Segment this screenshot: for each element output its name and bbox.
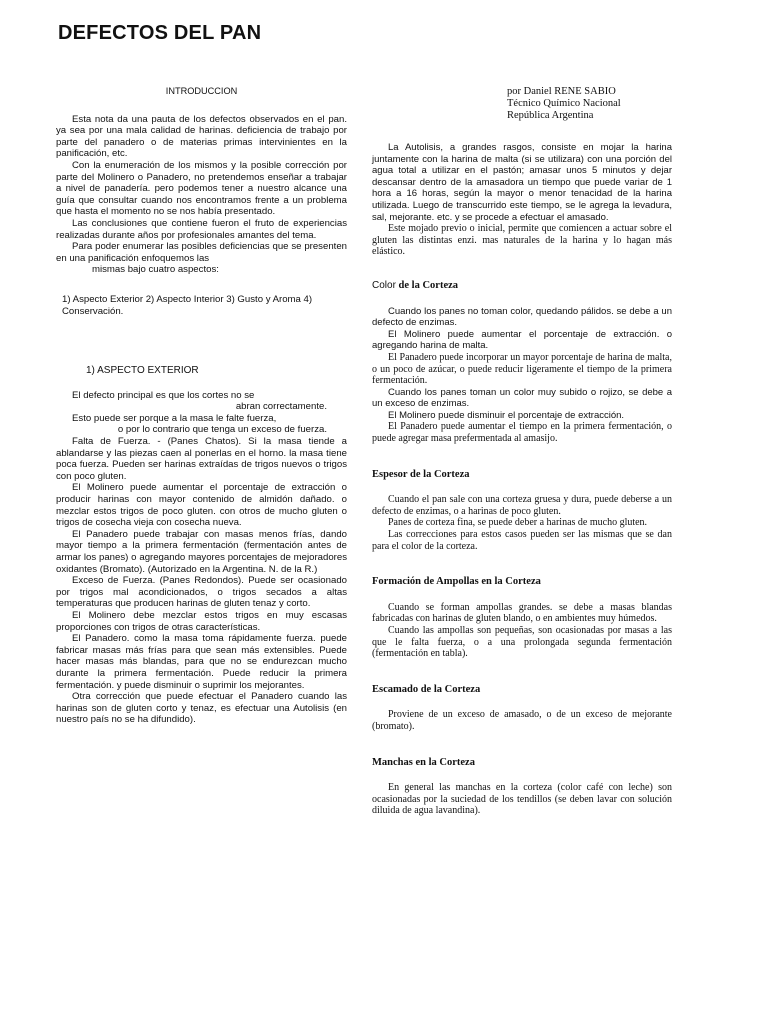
body-paragraph: El Molinero puede aumentar el porcentaje de extracción o producir harinas con mayor contenido de almidón dañado. o mezclar estos trigos de poco gluten. con otros de mucho gluten o trigos de cosecha vieja con cosecha nueva. — [56, 482, 347, 529]
body-paragraph: El Panadero. como la masa toma rápidamente fuerza. puede fabricar masas más frías para que sean más extensibles. Puede hacer masas más blandas, para que no se endurezcan mucho durante la primera fermentación. Puede reducir la primera fermentación. y puede disminuir o suprimir los mejorantes. — [56, 633, 347, 691]
body-paragraph: Cuando las ampollas son pequeñas, son ocasionadas por masas a las que le falta fuerza, o a una prolongada segunda fermentación (fermentación en tabla). — [372, 625, 672, 660]
author-block — [507, 86, 621, 122]
intro-paragraph: mismas bajo cuatro aspectos: — [92, 264, 219, 276]
right-column — [372, 142, 672, 817]
body-paragraph: El Molinero puede aumentar el porcentaje de extracción. o agregando harina de malta. — [372, 328, 672, 352]
heading-color-word: Color — [372, 279, 396, 291]
section-heading-espesor: Espesor de la Corteza — [372, 468, 470, 480]
section-heading-manchas: Manchas en la Corteza — [372, 756, 475, 768]
body-paragraph: Cuando los panes no toman color, quedando pálidos. se debe a un defecto de enzimas. — [372, 305, 672, 329]
intro-paragraph: Para poder enumerar las posibles deficiencias que se presenten en una panificación enfoquemos las — [56, 241, 347, 264]
body-paragraph: En general las manchas en la corteza (color café con leche) son ocasionadas por la suciedad de los tendillos (se deben lavar con solución diluida de agua lavandina). — [372, 782, 672, 817]
intro-paragraph: Las conclusiones que contiene fueron el fruto de experiencias realizadas durante años por profesionales amantes del tema. — [56, 217, 347, 241]
body-paragraph: El Panadero puede incorporar un mayor porcentaje de harina de malta, o un poco de azúcar, o puede reducir ligeramente el tiempo de la primera fermentación. — [372, 351, 672, 387]
body-paragraph: Esto puede ser porque a la masa le falte fuerza, — [72, 412, 277, 424]
intro-heading: INTRODUCCION — [165, 86, 238, 96]
body-paragraph: El Panadero puede aumentar el tiempo en la primera fermentación, o puede agregar masa prefermentada al amasijo. — [372, 421, 672, 445]
body-paragraph: Otra corrección que puede efectuar el Panadero cuando las harinas son de gluten corto y tenaz, es efectuar una Autolisis (en nuestro país no se ha difundido). — [56, 691, 347, 726]
body-paragraph: El Molinero puede disminuir el porcentaje de extracción. — [388, 409, 625, 421]
intro-paragraph: Con la enumeración de los mismos y la posible corrección por parte del Molinero o Panadero, no pretendemos enseñar a trabajar a nivel de panadería. pero podemos tener a nuestro alcance una guía que consultar cuando nos encontramos frente a un problema que hasta el momento no se nos había presentado. — [56, 159, 347, 218]
author-name: por Daniel RENE SABIO — [507, 86, 616, 97]
body-paragraph: Las correcciones para estos casos pueden ser las mismas que se dan para el color de la corteza. — [372, 529, 672, 552]
author-title: Técnico Químico Nacional — [507, 98, 621, 109]
heading-color-rest: de la Corteza — [398, 279, 459, 291]
section-heading-exterior: 1) ASPECTO EXTERIOR — [86, 365, 199, 377]
body-paragraph: Cuando el pan sale con una corteza gruesa y dura, puede deberse a un defecto de enzimas, o a harinas de poco gluten. — [372, 494, 672, 517]
section-heading-ampollas: Formación de Ampollas en la Corteza — [372, 576, 541, 588]
autolisis-paragraph: Este mojado previo o inicial, permite que comiencen a actuar sobre el gluten las distintas enzi. mas naturales de la harina y lo hagan más elástico. — [372, 223, 672, 258]
autolisis-paragraph: La Autolisis, a grandes rasgos, consiste en mojar la harina juntamente con la harina de malta (si se utilizara) con una porción del agua total a utilizar en el pastón; amasar unos 5 minutos y dejar descansar dentro de la amasadora un tiempo que puede variar de 1 hora a 16 horas, según la mayor o menor tenacidad de la harina utilizada. Luego de transcurrido este tiempo, se le agrega la levadura, sal, mejorante. etc. y se procede a efectuar el amasado. — [372, 142, 672, 223]
left-column — [56, 86, 347, 726]
body-paragraph: Exceso de Fuerza. (Panes Redondos). Puede ser ocasionado por trigos mal acondicionados, o trigos secados a altas temperaturas que producen harinas de gluten tenaz y corto. — [56, 575, 347, 610]
section-heading-escamado: Escamado de la Corteza — [372, 683, 481, 695]
body-paragraph: Panes de corteza fina, se puede deber a harinas de mucho gluten. — [388, 517, 648, 529]
body-paragraph: Cuando los panes toman un color muy subido o rojizo, se debe a un exceso de enzimas. — [372, 386, 672, 410]
body-paragraph: o por lo contrario que tenga un exceso de fuerza. — [117, 424, 327, 436]
body-paragraph: Cuando se forman ampollas grandes. se debe a masas blandas fabricadas con harinas de gluten blando, o en ambientes muy húmedos. — [372, 601, 672, 625]
body-paragraph: abran correctamente. — [235, 401, 327, 413]
body-paragraph: Falta de Fuerza. - (Panes Chatos). Si la masa tiende a ablandarse y las piezas caen al ponerlas en el horno. la masa tiene poca fuerza. Pueden ser harinas extraídas de trigos nuevos o trigos con poco gluten. — [56, 436, 347, 482]
body-paragraph: Proviene de un exceso de amasado, o de un exceso de mejorante (bromato). — [372, 709, 672, 732]
section-heading-color — [372, 280, 672, 292]
intro-paragraph: Esta nota da una pauta de los defectos observados en el pan. ya sea por una mala calidad de harinas. deficiencia de trabajo por parte del panadero o de materias primas intervinientes en la panificación, etc. — [56, 113, 347, 160]
body-paragraph: El Molinero debe mezclar estos trigos en muy escasas proporciones con trigos de otras características. — [56, 609, 347, 633]
aspects-list: 1) Aspecto Exterior 2) Aspecto Interior 3) Gusto y Aroma 4) Conservación. — [62, 293, 313, 317]
body-paragraph: El Panadero puede trabajar con masas menos frías, dando mayor tiempo a la primera fermentación (fermentación antes de armar los panes) o agregando mayores porcentajes de mejoradores oxidantes (Bromato). (Autorizado en la Argentina. N. de la R.) — [56, 528, 347, 575]
document-title: DEFECTOS DEL PAN — [58, 22, 262, 44]
body-paragraph: El defecto principal es que los cortes no se — [72, 389, 255, 401]
author-country: República Argentina — [507, 110, 594, 121]
